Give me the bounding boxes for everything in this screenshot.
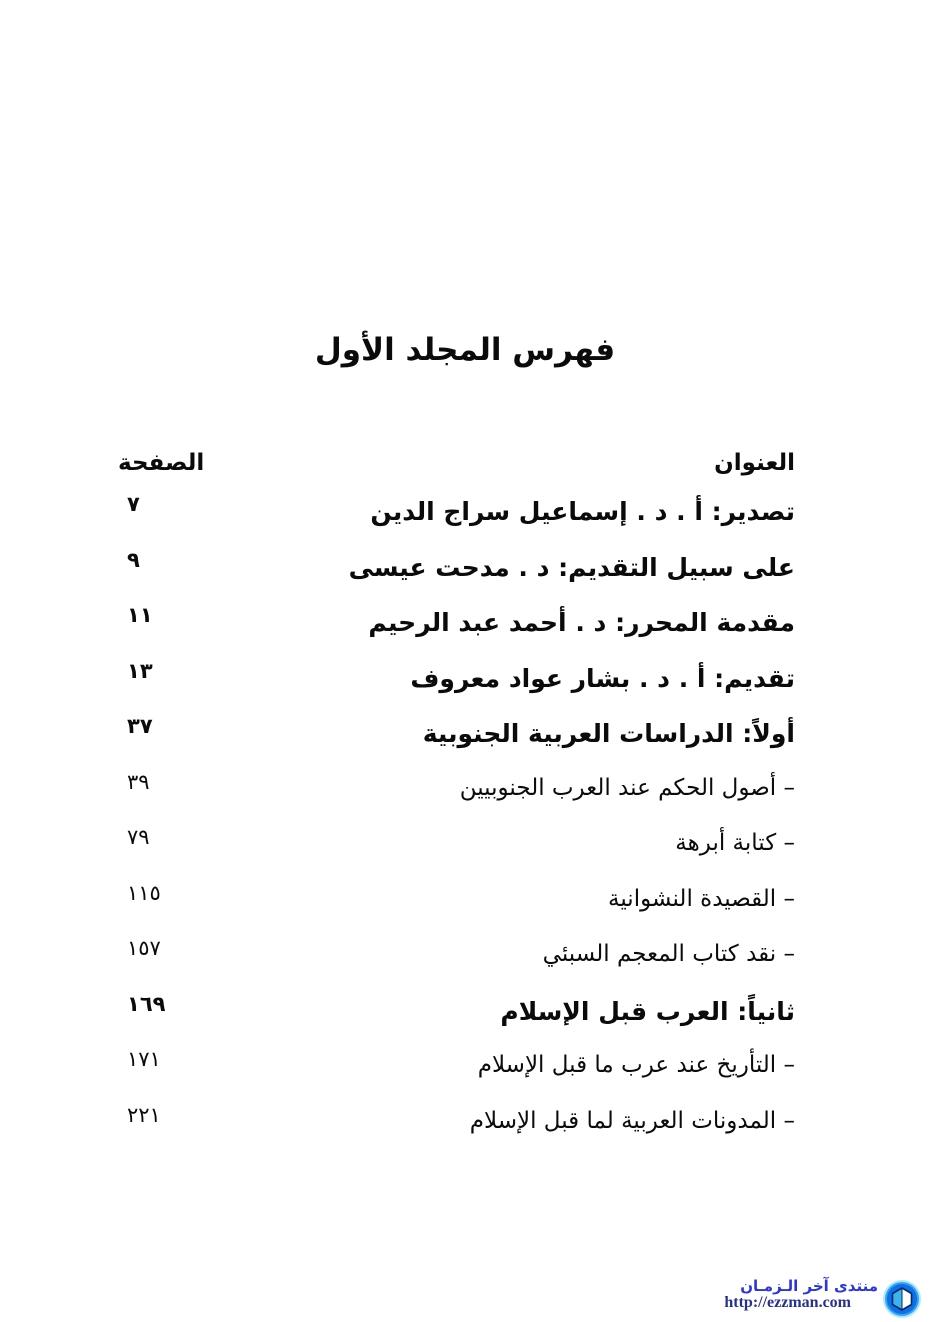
toc-entry-title: مقدمة المحرر: د . أحمد عبد الرحيم — [368, 608, 795, 637]
toc-row — [118, 714, 795, 751]
toc-entry-title: – التأريخ عند عرب ما قبل الإسلام — [477, 1052, 795, 1078]
toc-row — [118, 548, 795, 585]
toc-row — [118, 825, 795, 859]
toc-entry-page-number: ١٥٧ — [127, 936, 161, 960]
toc-entry-page-number: ١١٥ — [127, 881, 161, 905]
watermark-site-url: http://ezzman.com — [724, 1294, 851, 1311]
toc-entry-page-number: ٣٩ — [127, 770, 150, 794]
column-header-title: العنوان — [714, 450, 795, 476]
toc-entry-page-number: ٩ — [127, 548, 140, 572]
toc-entry-page-number: ١٦٩ — [127, 992, 166, 1016]
toc-entry-title: – المدونات العربية لما قبل الإسلام — [469, 1108, 795, 1134]
page-title: فهرس المجلد الأول — [314, 332, 616, 368]
toc-header-row — [118, 450, 795, 476]
toc-entry-page-number: ٧٩ — [127, 825, 150, 849]
toc-entry-title: تصدير: أ . د . إسماعيل سراج الدين — [370, 497, 795, 526]
column-header-page: الصفحة — [118, 450, 205, 476]
toc-row — [118, 1103, 795, 1137]
toc-entry-title: ثانياً: العرب قبل الإسلام — [500, 997, 795, 1026]
toc-row — [118, 936, 795, 970]
toc-entry-title: – أصول الحكم عند العرب الجنوبيين — [459, 775, 795, 801]
toc-row — [118, 492, 795, 529]
toc-entry-title: تقديم: أ . د . بشار عواد معروف — [410, 664, 795, 693]
toc-row — [118, 659, 795, 696]
toc-row — [118, 1047, 795, 1081]
toc-entry-page-number: ١١ — [127, 603, 153, 627]
toc-entry-title: – كتابة أبرهة — [675, 830, 795, 856]
toc-entry-page-number: ٧ — [127, 492, 140, 516]
toc-entry-title: – نقد كتاب المعجم السبئي — [542, 941, 795, 967]
toc-entry-page-number: ٣٧ — [127, 714, 153, 738]
toc-entry-page-number: ١٣ — [127, 659, 153, 683]
toc-entry-title: على سبيل التقديم: د . مدحت عيسى — [348, 553, 795, 582]
hexagon-in-circle-icon — [882, 1279, 922, 1319]
toc-row — [118, 881, 795, 915]
toc-row — [118, 770, 795, 804]
toc-entry-page-number: ١٧١ — [127, 1047, 161, 1071]
watermark-site-name: منتدى آخر الـزمـان — [740, 1277, 878, 1295]
toc-row — [118, 603, 795, 640]
toc-entry-page-number: ٢٢١ — [127, 1103, 161, 1127]
toc-entry-title: – القصيدة النشوانية — [608, 886, 795, 912]
toc-row — [118, 992, 795, 1029]
toc-entry-title: أولاً: الدراسات العربية الجنوبية — [422, 719, 795, 748]
